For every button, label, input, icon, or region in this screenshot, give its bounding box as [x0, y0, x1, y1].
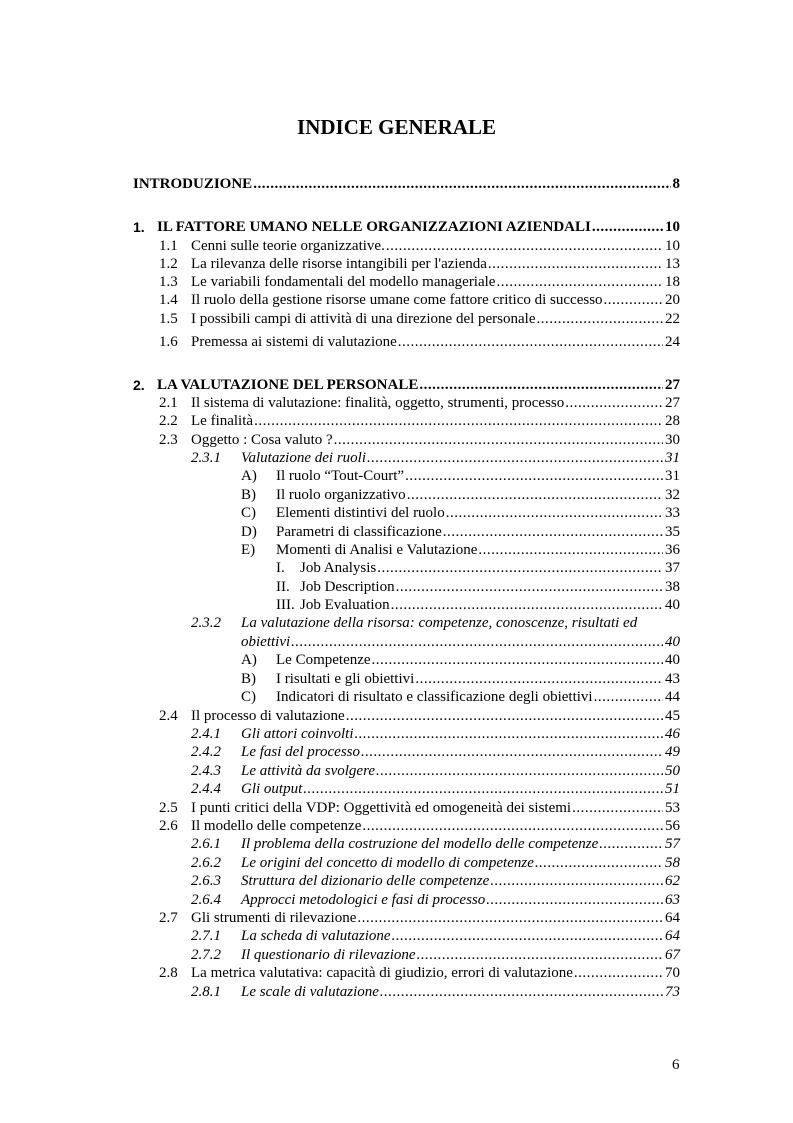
toc-entry[interactable]: B) Il ruolo organizzativo ..... 32	[0, 486, 793, 504]
toc-entry[interactable]: 1.4 Il ruolo della gestione risorse umane come fattore critico di successo ..... 20	[0, 291, 793, 309]
toc-entry[interactable]: 2.2 Le finalità ..... 28	[0, 412, 793, 430]
toc-entry[interactable]: 2.5 I punti critici della VDP: Oggettività ed omogeneità dei sistemi ..... 53	[0, 799, 793, 817]
page-title: INDICE GENERALE	[297, 115, 496, 139]
toc-entry[interactable]: 2.6.2 Le origini del concetto di modello di competenze ..... 58	[0, 854, 793, 872]
toc-entry[interactable]: A) Il ruolo “Tout-Court” ..... 31	[0, 467, 793, 485]
toc-entry[interactable]: I. Job Analysis ..... 37	[0, 559, 793, 577]
toc-entry[interactable]: 1.6 Premessa ai sistemi di valutazione ..... 24	[0, 333, 793, 351]
toc-entry[interactable]: 1.1 Cenni sulle teorie organizzative. ..... 10	[0, 237, 793, 255]
toc-entry[interactable]: 2.4 Il processo di valutazione ..... 45	[0, 707, 793, 725]
toc-entry[interactable]: 1.5 I possibili campi di attività di una direzione del personale ..... 22	[0, 310, 793, 328]
toc-entry[interactable]: 2.3 Oggetto : Cosa valuto ? ..... 30	[0, 431, 793, 449]
toc-entry[interactable]: 2.6.4 Approcci metodologici e fasi di processo ..... 63	[0, 891, 793, 909]
toc-entry[interactable]: 2.3.1 Valutazione dei ruoli ..... 31	[0, 449, 793, 467]
toc-entry[interactable]: 2.4.2 Le fasi del processo ..... 49	[0, 743, 793, 761]
toc-entry[interactable]: 2.6.1 Il problema della costruzione del modello delle competenze ..... 57	[0, 835, 793, 853]
toc-entry[interactable]: 2.4.1 Gli attori coinvolti ..... 46	[0, 725, 793, 743]
toc-entry[interactable]: 2.1 Il sistema di valutazione: finalità, oggetto, strumenti, processo ..... 27	[0, 394, 793, 412]
toc-entry[interactable]: 1.2 La rilevanza delle risorse intangibili per l'azienda ..... 13	[0, 255, 793, 273]
toc-entry[interactable]: 2.7 Gli strumenti di rilevazione ..... 64	[0, 909, 793, 927]
toc-entry[interactable]: 2.7.1 La scheda di valutazione ..... 64	[0, 927, 793, 945]
toc-entry[interactable]: II. Job Description ..... 38	[0, 578, 793, 596]
toc-entry-intro[interactable]: INTRODUZIONE ..... 8	[0, 175, 793, 193]
toc-entry[interactable]: 2.8 La metrica valutativa: capacità di giudizio, errori di valutazione ..... 70	[0, 964, 793, 982]
toc-entry[interactable]: III. Job Evaluation ..... 40	[0, 596, 793, 614]
toc-entry[interactable]: D) Parametri di classificazione ..... 35	[0, 523, 793, 541]
toc-entry[interactable]: 2.8.1 Le scale di valutazione ..... 73	[0, 983, 793, 1001]
toc-entry[interactable]: 2.3.2 La valutazione della risorsa: competenze, conoscenze, risultati ed	[191, 615, 638, 631]
toc-entry-continuation[interactable]: obiettivi ..... 40	[0, 633, 793, 651]
toc-entry[interactable]: 2.6.3 Struttura del dizionario delle competenze ..... 62	[0, 872, 793, 890]
toc-entry[interactable]: E) Momenti di Analisi e Valutazione ..... 36	[0, 541, 793, 559]
toc-entry[interactable]: 1.3 Le variabili fondamentali del modello manageriale ..... 18	[0, 273, 793, 291]
page-number: 6	[672, 1057, 680, 1073]
toc-entry[interactable]: 2.7.2 Il questionario di rilevazione ..... 67	[0, 946, 793, 964]
toc-chapter-1[interactable]: 1. IL FATTORE UMANO NELLE ORGANIZZAZIONI AZIENDALI ..... 10	[0, 218, 793, 236]
toc-entry[interactable]: 2.4.4 Gli output ..... 51	[0, 780, 793, 798]
toc-chapter-2[interactable]: 2. LA VALUTAZIONE DEL PERSONALE ..... 27	[0, 376, 793, 394]
toc-entry[interactable]: B) I risultati e gli obiettivi ..... 43	[0, 670, 793, 688]
toc-entry[interactable]: C) Indicatori di risultato e classificazione degli obiettivi ..... 44	[0, 688, 793, 706]
toc-entry[interactable]: 2.6 Il modello delle competenze ..... 56	[0, 817, 793, 835]
toc-entry[interactable]: C) Elementi distintivi del ruolo ..... 33	[0, 504, 793, 522]
toc-entry[interactable]: A) Le Competenze ..... 40	[0, 651, 793, 669]
toc-entry[interactable]: 2.4.3 Le attività da svolgere ..... 50	[0, 762, 793, 780]
